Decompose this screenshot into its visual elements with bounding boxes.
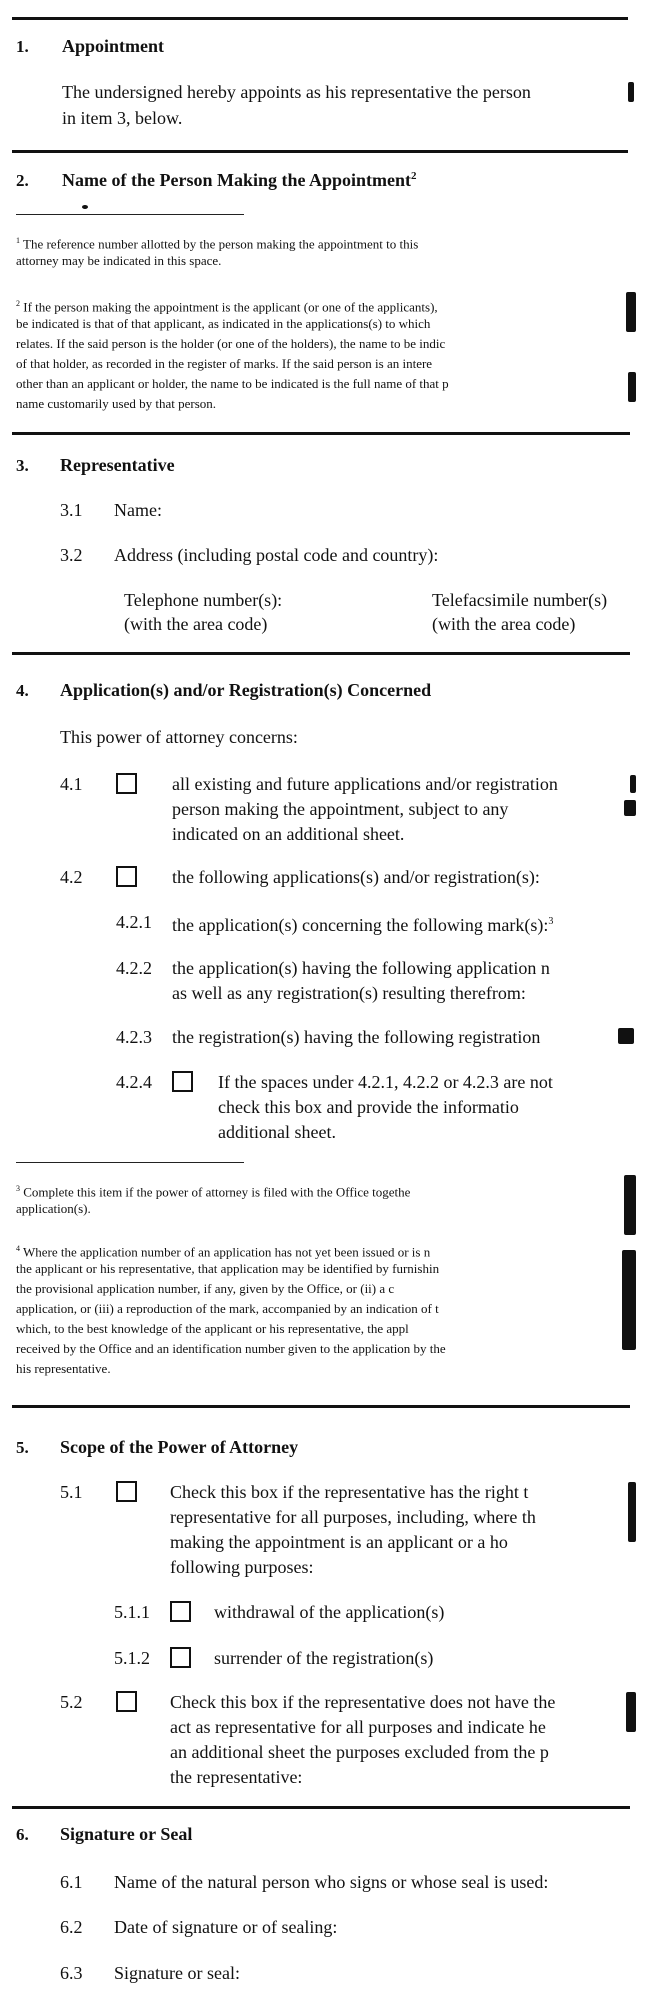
item-5-2-line-2: act as representative for all purposes and indicate he: [170, 1717, 546, 1737]
section-rule: [12, 432, 630, 435]
scan-blot: [618, 1028, 634, 1044]
item-5-1-2-checkbox[interactable]: [170, 1647, 191, 1668]
section-1-line-2: in item 3, below.: [62, 108, 183, 128]
section-2-title-text: Name of the Person Making the Appointment: [62, 170, 411, 190]
item-4-2-3-number: 4.2.3: [116, 1027, 152, 1047]
item-5-2-checkbox[interactable]: [116, 1691, 137, 1712]
item-3-1-label: Name:: [114, 500, 162, 520]
item-4-2-1-label: [172, 910, 553, 937]
item-5-1-2-number: 5.1.2: [114, 1648, 150, 1668]
item-4-2-label: the following applications(s) and/or registration(s):: [172, 867, 540, 887]
item-3-2-number: 3.2: [60, 545, 83, 565]
section-rule: [12, 1806, 630, 1809]
section-3-title: Representative: [60, 455, 175, 475]
footnote-2-line-2: be indicated is that of that applicant, as indicated in the applications(s) to which: [16, 316, 431, 331]
item-4-2-4-line-2: check this box and provide the informatio: [218, 1097, 519, 1117]
footnote-4-line-1: [16, 1240, 430, 1261]
footnote-4-marker: 4: [16, 1244, 20, 1253]
item-4-2-4-line-1: If the spaces under 4.2.1, 4.2.2 or 4.2.3 are not: [218, 1072, 553, 1092]
section-rule: [12, 652, 630, 655]
section-rule: [12, 150, 628, 153]
item-4-1-line-2: person making the appointment, subject to any: [172, 799, 509, 819]
scan-blot: [626, 292, 636, 332]
section-5-title: Scope of the Power of Attorney: [60, 1437, 299, 1457]
footnote-1-line-1: [16, 232, 418, 253]
scan-blot: [624, 1175, 636, 1235]
item-4-1-number: 4.1: [60, 774, 83, 794]
item-4-2-checkbox[interactable]: [116, 866, 137, 887]
footnote-3-line-1: [16, 1180, 410, 1201]
item-5-2-line-1: Check this box if the representative does not have the: [170, 1692, 556, 1712]
section-5-number: 5.: [16, 1438, 29, 1457]
section-1-title: Appointment: [62, 36, 165, 56]
item-6-1-number: 6.1: [60, 1872, 83, 1892]
telephone-label: Telephone number(s):: [124, 590, 283, 610]
item-5-1-2-label: surrender of the registration(s): [214, 1648, 434, 1668]
footnote-4-line-5: which, to the best knowledge of the applicant or his representative, the appl: [16, 1321, 409, 1336]
footnote-2-marker: 2: [16, 299, 20, 308]
item-5-1-line-4: following purposes:: [170, 1557, 314, 1577]
item-5-1-1-checkbox[interactable]: [170, 1601, 191, 1622]
section-4-number: 4.: [16, 681, 29, 700]
item-5-2-number: 5.2: [60, 1692, 83, 1712]
footnote-2-line-3: relates. If the said person is the holder (or one of the holders), the name to be indic: [16, 336, 446, 351]
item-5-2-line-4: the representative:: [170, 1767, 303, 1787]
item-4-2-number: 4.2: [60, 867, 83, 887]
footnote-4-line-6: received by the Office and an identification number given to the application by the: [16, 1341, 446, 1356]
footnote-4-line-4: application, or (iii) a reproduction of the mark, accompanied by an indication of t: [16, 1301, 439, 1316]
fax-area-code-note: (with the area code): [432, 614, 576, 634]
item-5-1-line-1: Check this box if the representative has the right t: [170, 1482, 529, 1502]
item-5-1-1-label: withdrawal of the application(s): [214, 1602, 445, 1622]
fax-label: Telefacsimile number(s): [432, 590, 608, 610]
footnote-2-text-1: If the person making the appointment is the applicant (or one of the applicants),: [23, 299, 438, 315]
footnote-4-line-2: the applicant or his representative, that application may be identified by furnishin: [16, 1261, 440, 1276]
item-4-2-1-text: the application(s) concerning the following mark(s):: [172, 915, 549, 935]
item-6-1-label: Name of the natural person who signs or whose seal is used:: [114, 1872, 549, 1892]
scan-blot: [624, 800, 636, 816]
item-4-1-line-1: all existing and future applications and/or registration: [172, 774, 558, 794]
section-rule: [12, 1405, 630, 1408]
telephone-area-code-note: (with the area code): [124, 614, 268, 634]
section-1-line-1: The undersigned hereby appoints as his representative the person: [62, 82, 531, 102]
item-4-2-4-checkbox[interactable]: [172, 1071, 193, 1092]
item-4-2-4-line-3: additional sheet.: [218, 1122, 336, 1142]
item-3-1-number: 3.1: [60, 500, 83, 520]
section-4-intro: This power of attorney concerns:: [60, 727, 298, 747]
footnote-4-text-1: Where the application number of an application has not yet been issued or is n: [23, 1244, 431, 1260]
footnote-2-line-5: other than an applicant or holder, the name to be indicated is the full name of that p: [16, 376, 449, 391]
item-4-2-4-number: 4.2.4: [116, 1072, 152, 1092]
scan-blot: [630, 775, 636, 793]
footnote-separator: [16, 1162, 244, 1163]
item-5-1-line-3: making the appointment is an applicant or a ho: [170, 1532, 508, 1552]
item-6-2-number: 6.2: [60, 1917, 83, 1937]
section-6-number: 6.: [16, 1825, 29, 1844]
footnote-separator: [16, 214, 244, 215]
item-5-1-checkbox[interactable]: [116, 1481, 137, 1502]
footnote-4-line-3: the provisional application number, if any, given by the Office, or (ii) a c: [16, 1281, 395, 1296]
item-5-1-line-2: representative for all purposes, including, where th: [170, 1507, 536, 1527]
item-6-2-label: Date of signature or of sealing:: [114, 1917, 338, 1937]
footnote-3-marker: 3: [16, 1184, 20, 1193]
footnote-3-line-2: application(s).: [16, 1201, 91, 1216]
item-5-2-line-3: an additional sheet the purposes excluded from the p: [170, 1742, 549, 1762]
footnote-3-text-1: Complete this item if the power of attorney is filed with the Office togethe: [23, 1184, 411, 1200]
item-3-2-label: Address (including postal code and country):: [114, 545, 439, 565]
section-2-title: [62, 170, 417, 191]
footnote-1-marker: 1: [16, 236, 20, 245]
footnote-2-line-1: [16, 295, 438, 316]
section-2-title-footnote-ref: 2: [411, 170, 417, 182]
section-6-title: Signature or Seal: [60, 1824, 193, 1844]
item-4-1-checkbox[interactable]: [116, 773, 137, 794]
section-4-title: Application(s) and/or Registration(s) Concerned: [60, 680, 432, 700]
footnote-4-line-7: his representative.: [16, 1361, 111, 1376]
scan-blot: [628, 1482, 636, 1542]
scan-blot: [628, 372, 636, 402]
scan-blot: [622, 1250, 636, 1350]
footnote-2-line-6: name customarily used by that person.: [16, 396, 217, 411]
item-4-2-3-label: the registration(s) having the following registration: [172, 1027, 541, 1047]
scan-speck: [82, 205, 88, 209]
footnote-1-text-1: The reference number allotted by the person making the appointment to this: [23, 236, 419, 252]
item-4-2-1-number: 4.2.1: [116, 912, 152, 932]
item-5-1-number: 5.1: [60, 1482, 83, 1502]
item-4-2-2-line-1: the application(s) having the following application n: [172, 958, 550, 978]
section-1-number: 1.: [16, 37, 29, 56]
item-4-1-line-3: indicated on an additional sheet.: [172, 824, 405, 844]
section-3-number: 3.: [16, 456, 29, 475]
top-rule: [12, 17, 628, 20]
item-6-3-number: 6.3: [60, 1963, 83, 1983]
section-2-number: 2.: [16, 171, 29, 190]
scan-blot: [628, 82, 634, 102]
footnote-1-line-2: attorney may be indicated in this space.: [16, 253, 222, 268]
footnote-2-line-4: of that holder, as recorded in the register of marks. If the said person is an intere: [16, 356, 433, 371]
item-4-2-1-footnote-ref: 3: [548, 916, 554, 927]
item-5-1-1-number: 5.1.1: [114, 1602, 150, 1622]
item-4-2-2-line-2: as well as any registration(s) resulting therefrom:: [172, 983, 526, 1003]
scan-blot: [626, 1692, 636, 1732]
item-4-2-2-number: 4.2.2: [116, 958, 152, 978]
item-6-3-label: Signature or seal:: [114, 1963, 240, 1983]
